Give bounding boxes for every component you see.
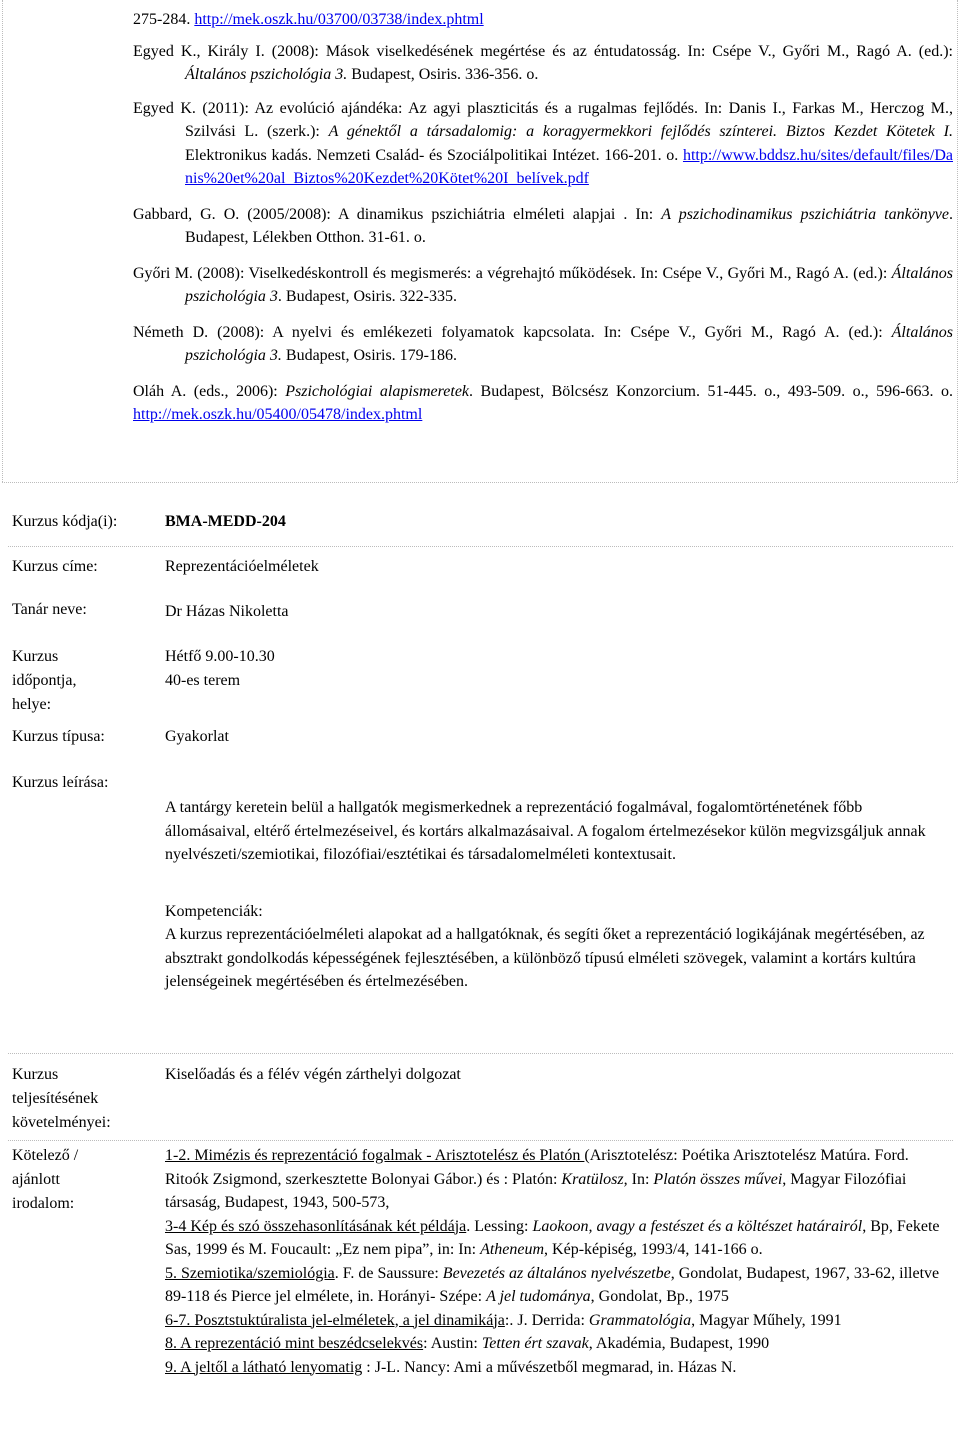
- teacher-value: Dr Házas Nikoletta: [165, 603, 289, 620]
- literature-item: 6-7. Posztstuktúralista jel-elméletek, a jel dinamikája:. J. Derrida: Grammatológia, Magyar Műhely, 1991: [165, 1311, 842, 1329]
- table-divider-1: [8, 546, 953, 547]
- time-value: Hétfő 9.00-10.30 40-es terem: [165, 648, 275, 689]
- literature-item: 1-2. Mimézis és reprezentáció fogalmak - Arisztotelész és Platón (Arisztotelész: Poétika Arisztotelész Matúra. Ford. Ritoók Zsigmond, szerkesztette Bolonyai Gábor.) és : Platón: Kratülosz, In: Platón összes művei, Magyar Filozófiai társaság, Budapest, 1943, 500-573,: [165, 1147, 909, 1211]
- reference-link[interactable]: http://www.bddsz.hu/sites/default/files/Danis%20et%20al_Biztos%20Kezdet%20Kötet%20I_belívek.pdf: [185, 146, 953, 187]
- table-divider-3: [8, 1140, 953, 1141]
- code-label: Kurzus kódja(i):: [12, 513, 118, 530]
- literature-item: 8. A reprezentáció mint beszédcselekvés: Austin: Tetten ért szavak, Akadémia, Budapest, 1990: [165, 1335, 770, 1352]
- description-block: [165, 796, 927, 994]
- reference-link[interactable]: http://mek.oszk.hu/05400/05478/index.phtml: [133, 406, 423, 423]
- type-value: Gyakorlat: [165, 728, 229, 745]
- reference-item: Németh D. (2008): A nyelvi és emlékezeti folyamatok kapcsolata. In: Csépe V., Győri M., Ragó A. (ed.): Általános pszichológia 3. Budapest, Osiris. 179-186.: [133, 323, 953, 364]
- literature-item: 9. A jeltől a látható lenyomatig : J-L. Nancy: Ami a művészetből megmarad, in. Házas N.: [165, 1358, 737, 1376]
- right-border: [957, 0, 958, 482]
- competencies-text: A kurzus reprezentációelméleti alapokat ad a hallgatóknak, és segíti őket a reprezentáció logikájának megértésében, az absztrakt gondolkodás képességének fejlesztésében, a különböző típusú elméleti szövegek, valamint a kortárs kultúra jelenségeinek megértésében és értelmezésében.: [165, 926, 925, 990]
- literature-list: [165, 1144, 940, 1379]
- section-divider: [2, 482, 957, 483]
- table-divider-2: [8, 1053, 953, 1054]
- literature-item: 5. Szemiotika/szemiológia. F. de Saussure: Bevezetés az általános nyelvészetbe, Gondolat, Budapest, 1967, 33-62, illetve 89-118 és Pierce jel elmélete, in. Horányi- Szépe: A jel tudománya, Gondolat, Bp., 1975: [165, 1264, 940, 1305]
- reference-link[interactable]: http://mek.oszk.hu/03700/03738/index.phtml: [194, 11, 484, 28]
- reference-item: Győri M. (2008): Viselkedéskontroll és megismerés: a végrehajtó működések. In: Csépe V., Győri M., Ragó A. (ed.): Általános pszichológia 3. Budapest, Osiris. 322-335.: [133, 264, 953, 305]
- competencies-heading: Kompetenciák:: [165, 902, 263, 920]
- teacher-label: Tanár neve:: [12, 601, 87, 618]
- type-label: Kurzus típusa:: [12, 728, 105, 745]
- description-label: Kurzus leírása:: [12, 774, 109, 791]
- code-value: BMA-MEDD-204: [165, 513, 286, 530]
- reference-item: Egyed K. (2011): Az evolúció ajándéka: Az agyi plaszticitás és a rugalmas fejlődés. In: Danis I., Farkas M., Herczog M., Szilvási L. (szerk.): A génektől a társadalomig: a koragyermekkori fejlődés színterei. Biztos Kezdet Kötetek I. Elektronikus kadás. Nemzeti Család- és Szociálpolitikai Intézet. 166-201. o. http://www.bddsz.hu/sites/default/files/Danis%20et%20al_Biztos%20Kezdet%20Kötet%20I_belívek.pdf: [133, 99, 954, 187]
- reference-item: Oláh A. (eds., 2006): Pszichológiai alapismeretek. Budapest, Bölcsész Konzorcium. 51-445. o., 493-509. o., 596-663. o. http://mek.oszk.hu/05400/05478/index.phtml: [133, 382, 954, 423]
- literature-item: 3-4 Kép és szó összehasonlításának két példája. Lessing: Laokoon, avagy a festészet és a költészet határairól, Bp, Fekete Sas, 1999 és M. Foucault: „Ez nem pipa”, in: In: Atheneum, Kép-képiség, 1993/4, 141-166 o.: [165, 1217, 940, 1258]
- time-label: Kurzus időpontja, helye:: [12, 648, 77, 713]
- reference-item: Gabbard, G. O. (2005/2008): A dinamikus pszichiátria elméleti alapjai . In: A pszichodinamikus pszichiátria tankönyve. Budapest, Lélekben Otthon. 31-61. o.: [133, 205, 953, 246]
- literature-label: Kötelező / ajánlott irodalom:: [12, 1147, 79, 1212]
- requirements-label: Kurzus teljesítésének követelményei:: [12, 1066, 111, 1131]
- reference-list: [133, 8, 953, 437]
- title-label: Kurzus címe:: [12, 558, 98, 575]
- reference-item: 275-284. http://mek.oszk.hu/03700/03738/index.phtml: [133, 11, 484, 28]
- reference-item: Egyed K., Király I. (2008): Mások viselkedésének megértése és az éntudatosság. In: Csépe V., Győri M., Ragó A. (ed.): Általános pszichológia 3. Budapest, Osiris. 336-356. o.: [133, 42, 953, 83]
- requirements-value: Kiselőadás és a félév végén zárthelyi dolgozat: [165, 1066, 461, 1083]
- title-value: Reprezentációelméletek: [165, 558, 319, 575]
- description-text: A tantárgy keretein belül a hallgatók megismerkednek a reprezentáció fogalmával, fogalomtörténetének főbb állomásaival, eltérő értelmezéseivel, és kortárs alkalmazásaival. A fogalom értelmezésekor külön megvizsgáljuk annak nyelvészeti/szemiotikai, filozófiai/esztétikai és társadalomelméleti kontextusait.: [165, 799, 926, 863]
- left-border: [2, 0, 3, 482]
